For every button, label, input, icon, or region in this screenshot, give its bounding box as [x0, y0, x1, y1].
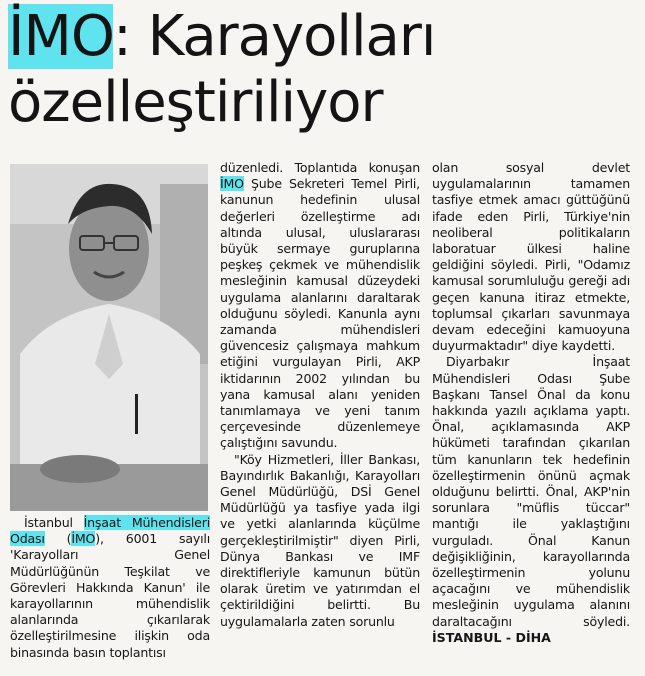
text: Şube Sekreteri Temel Pirli, kanunun hedefinin ulusal değerleri özelleştirme adı altında ulusal, uluslararası büyük sermaye guruplarına peşkeş çekmek ve mühendislik mesleğinin kamusal düzeydeki uygulama alanlarını daraltarak olduğunu söyledi. Kanunla aynı zamanda mühendisleri güvencesiz çalışmaya mahkum etiğini vurgulayan Pirli, AKP iktidarının 2002 yılından bu yana kamusal alanı yeniden tanımlamaya ve yeni tanım çerçevesinde düzenlemeye çalıştığını savundu.	[220, 176, 420, 451]
paragraph: olan sosyal devlet uygulamalarının tamamen tasfiye etmek amacı güttüğünü ifade eden Pirli, Türkiye'nin neoliberal politikaların laboratuar ülkesi haline geldiğini söyledi. Pirli, "Odamız kamusal sorumluluğu gereği adı geçen kanuna itiraz etmekte, toplumsal çıkarları savunmaya devam edeceğini kamuoyuna duyurmaktadır" diye kaydetti.	[432, 160, 630, 354]
headline-rest: : Karayolları özelleştiriliyor	[8, 4, 436, 135]
headline	[8, 4, 638, 136]
paragraph	[10, 515, 210, 661]
column-1	[10, 515, 210, 661]
column-2	[220, 160, 420, 630]
text: (	[44, 531, 72, 547]
column-3	[432, 160, 630, 646]
signature: İSTANBUL - DİHA	[432, 629, 551, 645]
text: düzenledi. Toplantıda konuşan	[220, 160, 420, 175]
paragraph	[432, 354, 630, 646]
highlight-text: İnşaat Mühendisleri Odası	[10, 515, 210, 547]
highlight-text: İMO	[220, 176, 244, 192]
paragraph	[220, 160, 420, 452]
highlight-text: İMO	[71, 531, 96, 547]
person-portrait-icon	[10, 164, 208, 511]
headline-highlight: İMO	[8, 4, 113, 69]
text: ), 6001 sayılı 'Karayolları Genel Müdürlüğünün Teşkilat ve Görevleri Hakkında Kanun' ile karayollarının mühendislik alanlarında çıkarılarak özelleştirilmesine ilişkin oda binasında basın toplantısı	[10, 531, 210, 660]
text: İstanbul	[24, 515, 84, 530]
paragraph: "Köy Hizmetleri, İller Bankası, Bayındırlık Bakanlığı, Karayolları Genel Müdürlüğü, DSİ Genel Müdürlüğü ya tasfiye yada ilgi ve yetki alanlarında küçülme gerçekleştirilmiştir" diyen Pirli, Dünya Bankası ve IMF direktifleriyle kamunun bütün olarak üretim ve yatırımdan el çektirildiğini belirtti. Bu uygulamalarla zaten sorunlu	[220, 451, 420, 629]
text: Diyarbakır İnşaat Mühendisleri Odası Şube Başkanı Tansel Önal da konu hakkında yazılı açıklama yaptı. Önal, açıklamasında AKP hükümeti tarafından çıkarılan tüm kanunların tek hedefinin özelleştirmenin önünü açmak olduğunu belirtti. Önal, AKP'nin sorunlara "müflis tüccar" mantığı ile yaklaştığını vurguladı. Önal Kanun değişikliğinin, karayollarında özelleştirmenin yolunu açacağını ve mühendislik mesleğinin uygulama alanını daraltacağını söyledi.	[432, 354, 630, 629]
